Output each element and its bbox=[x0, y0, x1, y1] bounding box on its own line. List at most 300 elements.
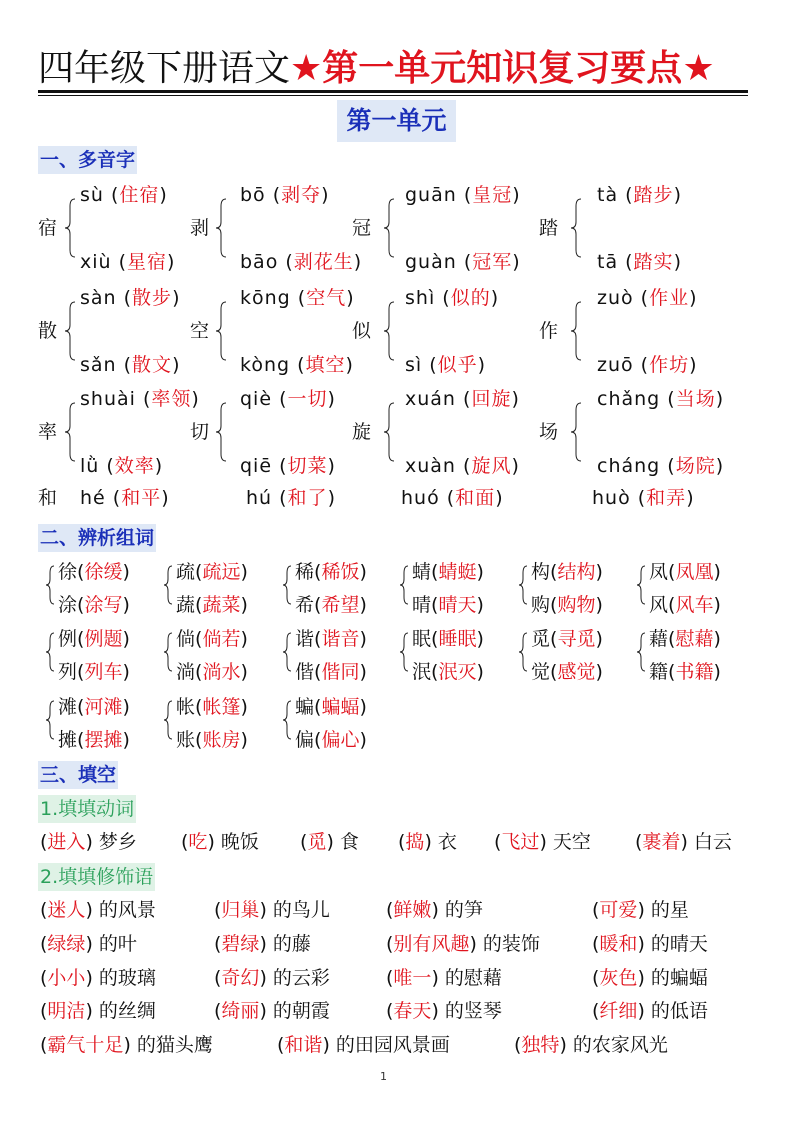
pair-char: 希 bbox=[295, 594, 315, 616]
pair-char: 籍 bbox=[649, 661, 669, 683]
filled-modifier: 归巢 bbox=[221, 899, 260, 921]
phrase-noun: 的晴天 bbox=[650, 933, 708, 955]
polyphone-reading: huò (和弄) bbox=[592, 487, 695, 509]
brace-icon bbox=[215, 402, 225, 462]
example-word: 和面 bbox=[455, 487, 496, 509]
pair-word: 蝙蝠 bbox=[321, 696, 360, 718]
modifier-phrase: (霸气十足) 的猫头鹰 bbox=[40, 1034, 213, 1056]
modifier-phrase: (绿绿) 的叶 bbox=[40, 933, 137, 955]
example-word: 星宿 bbox=[127, 251, 168, 273]
word-pair-item: 例(例题) bbox=[58, 628, 130, 650]
filled-modifier: 唯一 bbox=[393, 967, 432, 989]
example-word: 散文 bbox=[132, 354, 173, 376]
modifier-phrase: (可爱) 的星 bbox=[592, 899, 689, 921]
word-pair-item: 涂(涂写) bbox=[58, 594, 130, 616]
phrase-noun: 的慰藉 bbox=[444, 967, 502, 989]
polyphone-reading: xiù (星宿) bbox=[80, 251, 176, 273]
phrase-object: 白云 bbox=[693, 831, 732, 853]
pinyin: cháng bbox=[597, 455, 661, 477]
pair-char: 偕 bbox=[295, 661, 315, 683]
pinyin: sàn bbox=[80, 287, 117, 309]
word-pair-item: 列(列车) bbox=[58, 661, 130, 683]
polyphone-char: 和 bbox=[38, 487, 58, 509]
brace-icon bbox=[163, 700, 171, 740]
example-word: 当场 bbox=[675, 388, 716, 410]
filled-modifier: 独特 bbox=[521, 1034, 560, 1056]
pinyin: sì bbox=[405, 354, 423, 376]
example-word: 冠军 bbox=[472, 251, 513, 273]
pinyin: bō bbox=[240, 184, 266, 206]
polyphone-reading: guān (皇冠) bbox=[405, 184, 521, 206]
polyphone-char: 冠 bbox=[352, 217, 372, 239]
modifier-phrase: (奇幻) 的云彩 bbox=[214, 967, 330, 989]
word-pair-item: 蔬(蔬菜) bbox=[176, 594, 248, 616]
word-pair-item: 蝙(蝙蝠) bbox=[295, 696, 367, 718]
example-word: 切菜 bbox=[287, 455, 328, 477]
brace-icon bbox=[282, 700, 290, 740]
pair-word: 疏远 bbox=[202, 561, 241, 583]
modifier-phrase: (碧绿) 的藤 bbox=[214, 933, 311, 955]
pair-word: 书籍 bbox=[675, 661, 714, 683]
brace-icon bbox=[45, 565, 53, 605]
pair-word: 淌水 bbox=[202, 661, 241, 683]
word-pair-item: 徐(徐缓) bbox=[58, 561, 130, 583]
polyphone-reading: cháng (场院) bbox=[597, 455, 725, 477]
pair-word: 偕同 bbox=[321, 661, 360, 683]
pinyin: tā bbox=[597, 251, 619, 273]
pair-char: 藉 bbox=[649, 628, 669, 650]
polyphone-reading: huó (和面) bbox=[401, 487, 504, 509]
pair-word: 例题 bbox=[84, 628, 123, 650]
phrase-noun: 的田园风景画 bbox=[335, 1034, 450, 1056]
brace-icon bbox=[383, 402, 393, 462]
page-number: 1 bbox=[380, 1070, 387, 1083]
brace-icon bbox=[215, 301, 225, 361]
modifier-phrase: (纤细) 的低语 bbox=[592, 1000, 708, 1022]
polyphone-reading: shuài (率领) bbox=[80, 388, 200, 410]
polyphone-reading: qiè (一切) bbox=[240, 388, 336, 410]
polyphone-reading: hú (和了) bbox=[246, 487, 336, 509]
filled-verb: 飞过 bbox=[501, 831, 540, 853]
pinyin: chǎng bbox=[597, 388, 661, 410]
word-pair-item: 构(结构) bbox=[531, 561, 603, 583]
phrase-object: 晚饭 bbox=[220, 831, 259, 853]
polyphone-reading: sǎn (散文) bbox=[80, 354, 181, 376]
pinyin: bāo bbox=[240, 251, 279, 273]
title-part1: 四年级下册语文 bbox=[38, 48, 291, 89]
brace-icon bbox=[64, 301, 74, 361]
pair-word: 账房 bbox=[202, 729, 241, 751]
example-word: 皇冠 bbox=[472, 184, 513, 206]
pair-word: 涂写 bbox=[84, 594, 123, 616]
pair-word: 希望 bbox=[321, 594, 360, 616]
phrase-noun: 的星 bbox=[650, 899, 689, 921]
example-word: 踏实 bbox=[633, 251, 674, 273]
polyphone-char: 率 bbox=[38, 421, 58, 443]
word-pair-item: 疏(疏远) bbox=[176, 561, 248, 583]
filled-verb: 裹着 bbox=[642, 831, 681, 853]
example-word: 似的 bbox=[450, 287, 491, 309]
brace-icon bbox=[518, 565, 526, 605]
modifier-phrase: (灰色) 的蝙蝠 bbox=[592, 967, 708, 989]
pinyin: kōng bbox=[240, 287, 291, 309]
phrase-noun: 的竖琴 bbox=[444, 1000, 502, 1022]
pair-word: 感觉 bbox=[557, 661, 596, 683]
pair-char: 列 bbox=[58, 661, 78, 683]
star-icon: ★ bbox=[682, 48, 715, 89]
brace-icon bbox=[282, 565, 290, 605]
title-part2: 第一单元知识复习要点 bbox=[322, 48, 683, 89]
filled-verb: 捣 bbox=[405, 831, 425, 853]
word-pair-item: 谐(谐音) bbox=[295, 628, 367, 650]
filled-modifier: 碧绿 bbox=[221, 933, 260, 955]
word-pair-item: 摊(摆摊) bbox=[58, 729, 130, 751]
modifier-phrase: (绮丽) 的朝霞 bbox=[214, 1000, 330, 1022]
example-word: 填空 bbox=[305, 354, 346, 376]
word-pair-item: 泯(泯灭) bbox=[412, 661, 484, 683]
filled-modifier: 春天 bbox=[393, 1000, 432, 1022]
filled-modifier: 和谐 bbox=[284, 1034, 323, 1056]
modifier-phrase: (小小) 的玻璃 bbox=[40, 967, 156, 989]
pair-char: 摊 bbox=[58, 729, 78, 751]
example-word: 剥夺 bbox=[281, 184, 322, 206]
polyphone-reading: bāo (剥花生) bbox=[240, 251, 363, 273]
modifier-phrase: (鲜嫩) 的笋 bbox=[386, 899, 483, 921]
polyphone-char: 剥 bbox=[190, 217, 210, 239]
example-word: 效率 bbox=[114, 455, 155, 477]
pair-char: 滩 bbox=[58, 696, 78, 718]
filled-modifier: 迷人 bbox=[47, 899, 86, 921]
verb-phrase: (裹着) 白云 bbox=[635, 831, 732, 853]
brace-icon bbox=[64, 402, 74, 462]
pinyin: lǜ bbox=[80, 455, 100, 477]
word-pair-item: 购(购物) bbox=[531, 594, 603, 616]
pair-char: 凤 bbox=[649, 561, 669, 583]
brace-icon bbox=[570, 198, 580, 258]
filled-modifier: 霸气十足 bbox=[47, 1034, 124, 1056]
example-word: 率领 bbox=[151, 388, 192, 410]
pair-char: 谐 bbox=[295, 628, 315, 650]
modifier-phrase: (春天) 的竖琴 bbox=[386, 1000, 502, 1022]
polyphone-char: 作 bbox=[539, 320, 559, 342]
brace-icon bbox=[215, 198, 225, 258]
title-rule bbox=[38, 90, 748, 93]
pair-char: 构 bbox=[531, 561, 551, 583]
word-pair-item: 账(账房) bbox=[176, 729, 248, 751]
phrase-noun: 的风景 bbox=[98, 899, 156, 921]
pinyin: qiē bbox=[240, 455, 273, 477]
phrase-noun: 的农家风光 bbox=[572, 1034, 668, 1056]
pair-char: 蔬 bbox=[176, 594, 196, 616]
star-icon: ★ bbox=[290, 48, 323, 89]
word-pair-item: 觅(寻觅) bbox=[531, 628, 603, 650]
filled-modifier: 奇幻 bbox=[221, 967, 260, 989]
pair-word: 购物 bbox=[557, 594, 596, 616]
example-word: 踏步 bbox=[633, 184, 674, 206]
pinyin: shì bbox=[405, 287, 436, 309]
example-word: 和平 bbox=[121, 487, 162, 509]
pair-word: 倘若 bbox=[202, 628, 241, 650]
example-word: 旋风 bbox=[471, 455, 512, 477]
modifier-phrase: (明洁) 的丝绸 bbox=[40, 1000, 156, 1022]
pair-char: 帐 bbox=[176, 696, 196, 718]
modifier-phrase: (和谐) 的田园风景画 bbox=[277, 1034, 450, 1056]
polyphone-reading: sàn (散步) bbox=[80, 287, 181, 309]
polyphone-reading: kōng (空气) bbox=[240, 287, 355, 309]
polyphone-reading: zuò (作业) bbox=[597, 287, 698, 309]
word-pair-item: 蜻(蜻蜓) bbox=[412, 561, 484, 583]
polyphone-reading: sì (似乎) bbox=[405, 354, 487, 376]
pair-char: 徐 bbox=[58, 561, 78, 583]
phrase-noun: 的蝙蝠 bbox=[650, 967, 708, 989]
section-heading-polyphones: 一、多音字 bbox=[38, 146, 137, 174]
pair-char: 涂 bbox=[58, 594, 78, 616]
example-word: 一切 bbox=[287, 388, 328, 410]
pair-word: 偏心 bbox=[321, 729, 360, 751]
pair-char: 觅 bbox=[531, 628, 551, 650]
pair-word: 风车 bbox=[675, 594, 714, 616]
polyphone-char: 切 bbox=[190, 421, 210, 443]
polyphone-reading: guàn (冠军) bbox=[405, 251, 521, 273]
phrase-noun: 的藤 bbox=[272, 933, 311, 955]
word-pair-item: 偕(偕同) bbox=[295, 661, 367, 683]
word-pair-item: 倘(倘若) bbox=[176, 628, 248, 650]
phrase-noun: 的云彩 bbox=[272, 967, 330, 989]
brace-icon bbox=[163, 565, 171, 605]
phrase-noun: 的叶 bbox=[98, 933, 137, 955]
example-word: 散步 bbox=[132, 287, 173, 309]
pair-word: 晴天 bbox=[438, 594, 477, 616]
pinyin: zuō bbox=[597, 354, 634, 376]
word-pair-item: 藉(慰藉) bbox=[649, 628, 721, 650]
modifier-phrase: (归巢) 的鸟儿 bbox=[214, 899, 330, 921]
brace-icon bbox=[383, 198, 393, 258]
brace-icon bbox=[163, 632, 171, 672]
phrase-noun: 的猫头鹰 bbox=[136, 1034, 213, 1056]
pair-char: 淌 bbox=[176, 661, 196, 683]
polyphone-reading: sù (住宿) bbox=[80, 184, 168, 206]
brace-icon bbox=[383, 301, 393, 361]
pinyin: kòng bbox=[240, 354, 291, 376]
pinyin: xiù bbox=[80, 251, 112, 273]
example-word: 作坊 bbox=[649, 354, 690, 376]
phrase-noun: 的丝绸 bbox=[98, 1000, 156, 1022]
filled-verb: 觅 bbox=[307, 831, 327, 853]
brace-icon bbox=[570, 301, 580, 361]
pair-char: 晴 bbox=[412, 594, 432, 616]
word-pair-item: 帐(帐篷) bbox=[176, 696, 248, 718]
brace-icon bbox=[45, 700, 53, 740]
pinyin: sǎn bbox=[80, 354, 117, 376]
phrase-noun: 的朝霞 bbox=[272, 1000, 330, 1022]
word-pair-item: 晴(晴天) bbox=[412, 594, 484, 616]
filled-modifier: 小小 bbox=[47, 967, 86, 989]
pinyin: shuài bbox=[80, 388, 136, 410]
brace-icon bbox=[636, 632, 644, 672]
phrase-noun: 的低语 bbox=[650, 1000, 708, 1022]
brace-icon bbox=[570, 402, 580, 462]
polyphone-reading: kòng (填空) bbox=[240, 354, 354, 376]
example-word: 和弄 bbox=[646, 487, 687, 509]
verb-phrase: (进入) 梦乡 bbox=[40, 831, 137, 853]
polyphone-reading: hé (和平) bbox=[80, 487, 170, 509]
pair-word: 摆摊 bbox=[84, 729, 123, 751]
word-pair-item: 籍(书籍) bbox=[649, 661, 721, 683]
filled-modifier: 明洁 bbox=[47, 1000, 86, 1022]
pair-word: 蜻蜓 bbox=[438, 561, 477, 583]
pair-word: 徐缓 bbox=[84, 561, 123, 583]
polyphone-char: 宿 bbox=[38, 217, 58, 239]
phrase-noun: 的玻璃 bbox=[98, 967, 156, 989]
verb-phrase: (飞过) 天空 bbox=[494, 831, 591, 853]
pair-char: 蝙 bbox=[295, 696, 315, 718]
pair-word: 睡眠 bbox=[438, 628, 477, 650]
polyphone-reading: tà (踏步) bbox=[597, 184, 682, 206]
brace-icon bbox=[45, 632, 53, 672]
filled-modifier: 可爱 bbox=[599, 899, 638, 921]
pinyin: sù bbox=[80, 184, 104, 206]
pair-word: 蔬菜 bbox=[202, 594, 241, 616]
title-rule-thin bbox=[38, 95, 748, 96]
pair-word: 泯灭 bbox=[438, 661, 477, 683]
pinyin: huò bbox=[592, 487, 631, 509]
word-pair-item: 偏(偏心) bbox=[295, 729, 367, 751]
verb-phrase: (捣) 衣 bbox=[398, 831, 457, 853]
filled-verb: 吃 bbox=[188, 831, 208, 853]
pair-char: 偏 bbox=[295, 729, 315, 751]
pair-char: 倘 bbox=[176, 628, 196, 650]
example-word: 剥花生 bbox=[293, 251, 354, 273]
example-word: 似乎 bbox=[437, 354, 478, 376]
phrase-noun: 的笋 bbox=[444, 899, 483, 921]
page-title bbox=[38, 44, 715, 94]
filled-modifier: 暖和 bbox=[599, 933, 638, 955]
modifier-phrase: (独特) 的农家风光 bbox=[514, 1034, 668, 1056]
filled-modifier: 纤细 bbox=[599, 1000, 638, 1022]
brace-icon bbox=[282, 632, 290, 672]
polyphone-reading: tā (踏实) bbox=[597, 251, 682, 273]
section-heading-fill-blanks: 三、填空 bbox=[38, 761, 118, 789]
polyphone-char: 踏 bbox=[539, 217, 559, 239]
polyphone-reading: bō (剥夺) bbox=[240, 184, 330, 206]
word-pair-item: 希(希望) bbox=[295, 594, 367, 616]
example-word: 住宿 bbox=[119, 184, 160, 206]
word-pair-item: 风(风车) bbox=[649, 594, 721, 616]
brace-icon bbox=[518, 632, 526, 672]
modifier-phrase: (唯一) 的慰藉 bbox=[386, 967, 502, 989]
polyphone-reading: xuàn (旋风) bbox=[405, 455, 520, 477]
verb-phrase: (吃) 晚饭 bbox=[181, 831, 259, 853]
section-heading-word-pairs: 二、辨析组词 bbox=[38, 524, 156, 552]
pinyin: tà bbox=[597, 184, 619, 206]
phrase-object: 衣 bbox=[437, 831, 457, 853]
pair-char: 眠 bbox=[412, 628, 432, 650]
pinyin: xuán bbox=[405, 388, 456, 410]
pair-word: 帐篷 bbox=[202, 696, 241, 718]
filled-modifier: 灰色 bbox=[599, 967, 638, 989]
word-pair-item: 稀(稀饭) bbox=[295, 561, 367, 583]
pair-word: 稀饭 bbox=[321, 561, 360, 583]
polyphone-reading: zuō (作坊) bbox=[597, 354, 698, 376]
brace-icon bbox=[636, 565, 644, 605]
pair-char: 泯 bbox=[412, 661, 432, 683]
brace-icon bbox=[399, 565, 407, 605]
example-word: 和了 bbox=[287, 487, 328, 509]
word-pair-item: 觉(感觉) bbox=[531, 661, 603, 683]
filled-modifier: 绮丽 bbox=[221, 1000, 260, 1022]
word-pair-item: 淌(淌水) bbox=[176, 661, 248, 683]
phrase-object: 天空 bbox=[552, 831, 591, 853]
pinyin: xuàn bbox=[405, 455, 456, 477]
unit-heading: 第一单元 bbox=[337, 100, 456, 142]
brace-icon bbox=[399, 632, 407, 672]
pinyin: huó bbox=[401, 487, 440, 509]
modifier-phrase: (暖和) 的晴天 bbox=[592, 933, 708, 955]
pair-word: 结构 bbox=[557, 561, 596, 583]
subheading-verbs: 1.填填动词 bbox=[38, 795, 136, 823]
modifier-phrase: (别有风趣) 的装饰 bbox=[386, 933, 540, 955]
example-word: 回旋 bbox=[471, 388, 512, 410]
brace-icon bbox=[64, 198, 74, 258]
polyphone-char: 似 bbox=[352, 320, 372, 342]
polyphone-char: 旋 bbox=[352, 421, 372, 443]
phrase-noun: 的装饰 bbox=[482, 933, 540, 955]
pair-word: 慰藉 bbox=[675, 628, 714, 650]
filled-modifier: 别有风趣 bbox=[393, 933, 470, 955]
pair-char: 疏 bbox=[176, 561, 196, 583]
polyphone-reading: chǎng (当场) bbox=[597, 388, 725, 410]
pinyin: guàn bbox=[405, 251, 457, 273]
pair-word: 寻觅 bbox=[557, 628, 596, 650]
word-pair-item: 凤(凤凰) bbox=[649, 561, 721, 583]
pair-char: 购 bbox=[531, 594, 551, 616]
pair-char: 账 bbox=[176, 729, 196, 751]
polyphone-char: 空 bbox=[190, 320, 210, 342]
pair-char: 风 bbox=[649, 594, 669, 616]
filled-verb: 进入 bbox=[47, 831, 86, 853]
pinyin: qiè bbox=[240, 388, 273, 410]
verb-phrase: (觅) 食 bbox=[300, 831, 359, 853]
phrase-object: 食 bbox=[339, 831, 359, 853]
word-pair-item: 滩(河滩) bbox=[58, 696, 130, 718]
phrase-object: 梦乡 bbox=[98, 831, 137, 853]
pair-char: 例 bbox=[58, 628, 78, 650]
pair-word: 河滩 bbox=[84, 696, 123, 718]
pair-word: 列车 bbox=[84, 661, 123, 683]
pair-char: 稀 bbox=[295, 561, 315, 583]
pair-word: 谐音 bbox=[321, 628, 360, 650]
polyphone-char: 场 bbox=[539, 421, 559, 443]
example-word: 作业 bbox=[649, 287, 690, 309]
phrase-noun: 的鸟儿 bbox=[272, 899, 330, 921]
filled-modifier: 鲜嫩 bbox=[393, 899, 432, 921]
pair-word: 凤凰 bbox=[675, 561, 714, 583]
subheading-modifiers: 2.填填修饰语 bbox=[38, 863, 155, 891]
example-word: 场院 bbox=[675, 455, 716, 477]
pinyin: guān bbox=[405, 184, 457, 206]
pair-char: 觉 bbox=[531, 661, 551, 683]
filled-modifier: 绿绿 bbox=[47, 933, 86, 955]
polyphone-reading: lǜ (效率) bbox=[80, 455, 164, 477]
pinyin: hú bbox=[246, 487, 273, 509]
example-word: 空气 bbox=[306, 287, 347, 309]
word-pair-item: 眠(睡眠) bbox=[412, 628, 484, 650]
modifier-phrase: (迷人) 的风景 bbox=[40, 899, 156, 921]
polyphone-reading: shì (似的) bbox=[405, 287, 500, 309]
polyphone-char: 散 bbox=[38, 320, 58, 342]
polyphone-reading: xuán (回旋) bbox=[405, 388, 520, 410]
pinyin: zuò bbox=[597, 287, 634, 309]
